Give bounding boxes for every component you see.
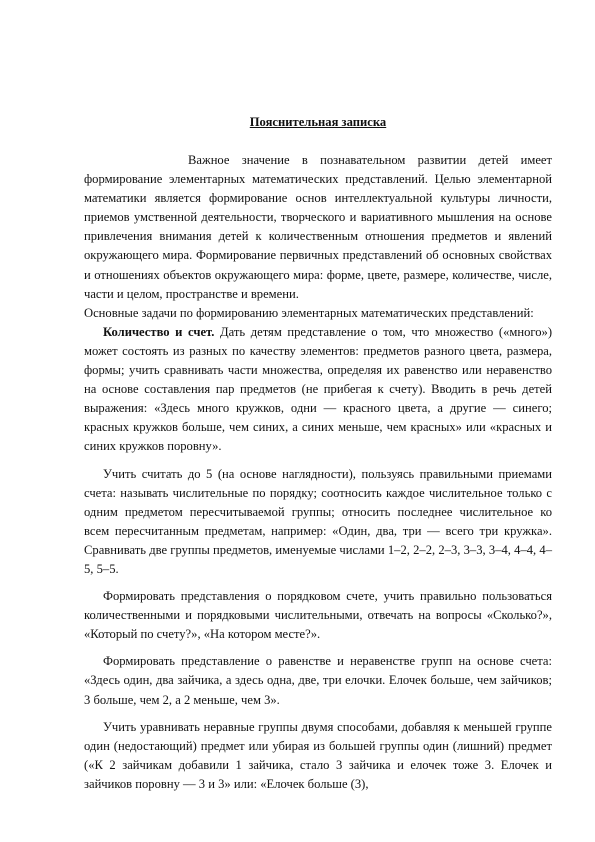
quantity-heading: Количество и счет. (103, 324, 215, 339)
tasks-heading: Основные задачи по формированию элементарных математических представлений: (84, 305, 534, 320)
quantity-text: Дать детям представление о том, что множество («много») может состоять из разных по качеству элементов: предметов разного цвета, размера, формы; учить сравнивать части множества, определяя их равенство или неравенство на основе составления пар предметов (не прибегая к счету). Вводить в речь детей выражения: «Здесь много кружков, одни — красного цвета, а другие — синего; красных кружков больше, чем синих, а синих меньше, чем красных» или «красных и синих кружков поровну». (84, 324, 553, 454)
ordinal-paragraph: Формировать представления о порядковом счете, учить правильно пользоваться количественными и порядковыми числительными, отвечать на вопросы «Сколько?», «Который по счету?», «На котором месте?». (84, 589, 552, 642)
document-title: Пояснительная записка (249, 115, 387, 129)
document-body (84, 113, 552, 794)
counting-paragraph: Учить считать до 5 (на основе наглядности), пользуясь правильными приемами счета: называть числительные по порядку; соотносить каждое числительное только с одним предметом пересчитываемой группы; относить последнее числительное ко всем пересчитанным предметам, например: «Один, два, три — всего три кружка». Сравнивать две группы предметов, именуемые числами 1–2, 2–2, 2–3, 3–3, 3–4, 4–4, 4–5, 5–5. (84, 466, 552, 576)
intro-paragraph: Важное значение в познавательном развитии детей имеет формирование элементарных математических представлений. Целью элементарной математики является формирование основ интеллектуальной культуры личности, приемов умственной деятельности, творческого и вариативного мышления на основе привлечения внимания детей к количественным отношения предметов и явлений окружающего мира. Формирование первичных представлений об основных свойствах и отношениях объектов окружающего мира: форме, цвете, размере, количестве, числе, части и целом, пространстве и времени. (84, 153, 552, 301)
equalizing-paragraph: Учить уравнивать неравные группы двумя способами, добавляя к меньшей группе один (недостающий) предмет или убирая из большей группы один (лишний) предмет («К 2 зайчикам добавили 1 зайчика, стало 3 зайчика и елочек тоже 3. Елочек и зайчиков поровну — 3 и 3» или: «Елочек больше (3), (84, 719, 552, 791)
quantity-paragraph (84, 323, 552, 457)
equality-paragraph: Формировать представление о равенстве и неравенстве групп на основе счета: «Здесь один, два зайчика, а здесь одна, две, три елочки. Елочек больше, чем зайчиков; 3 больше, чем 2, а 2 меньше, чем 3». (84, 654, 552, 707)
